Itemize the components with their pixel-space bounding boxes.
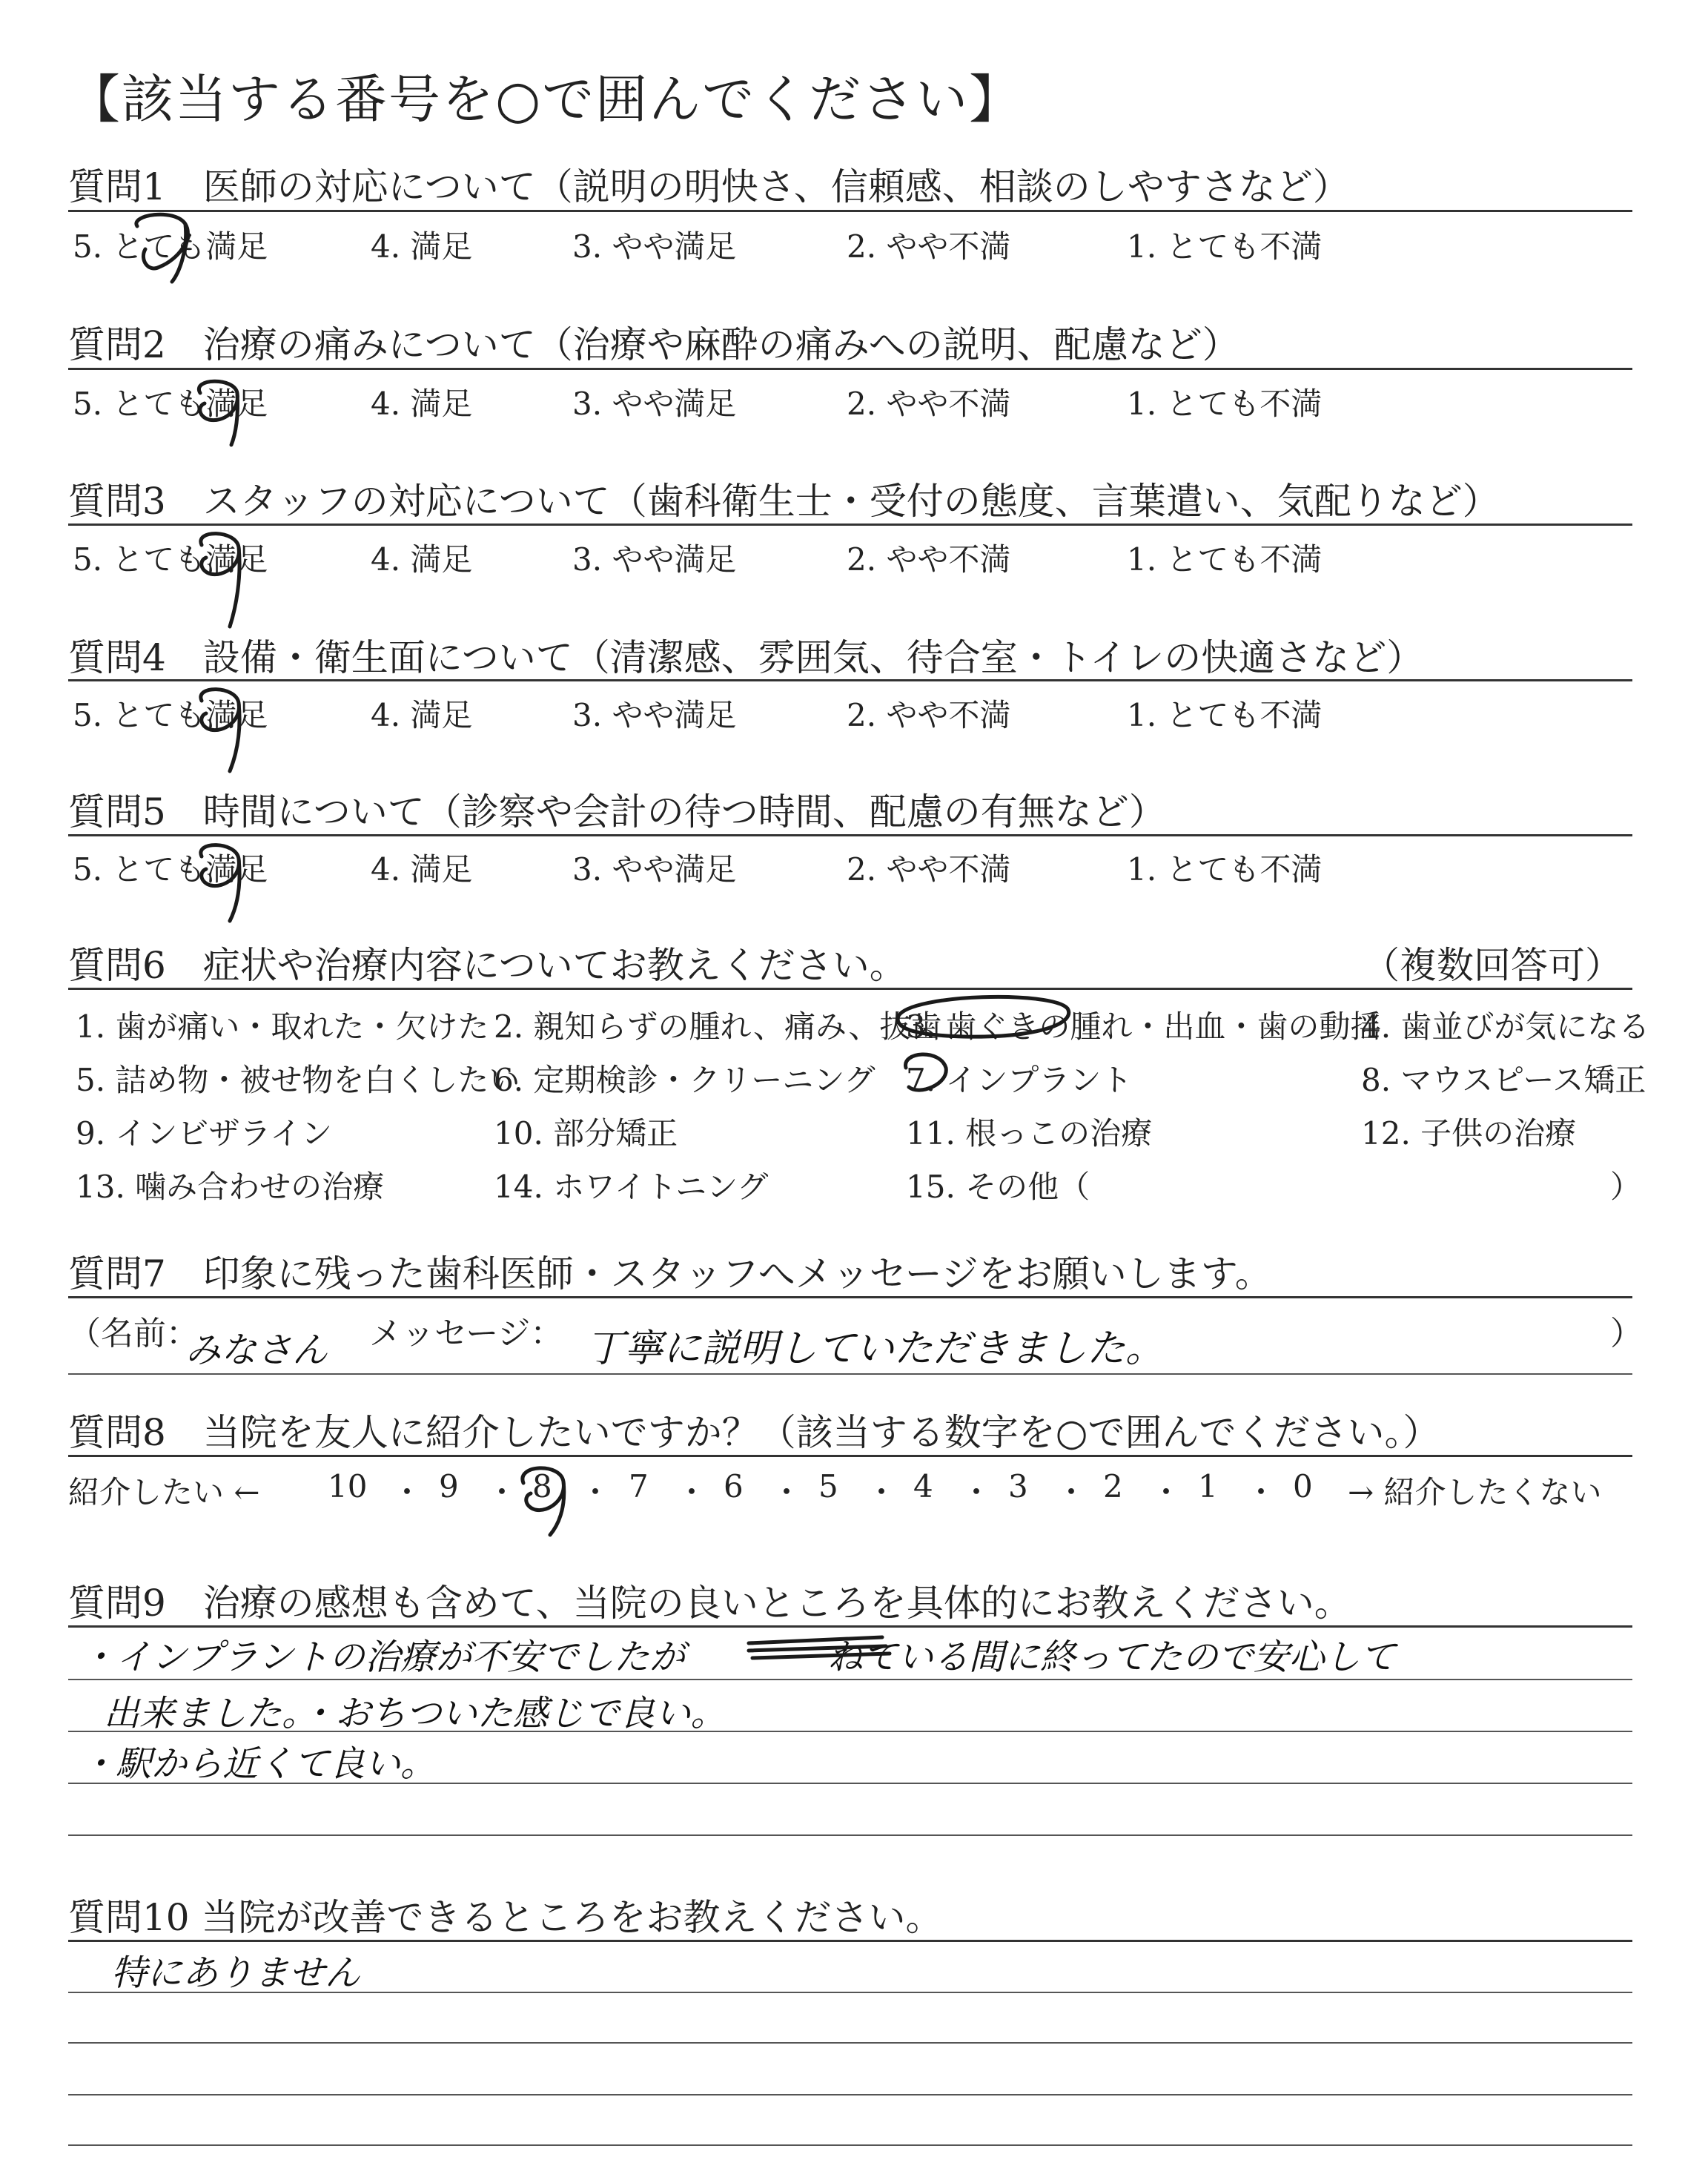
scale-dot: ・	[486, 1474, 518, 1510]
rating-option[interactable]: 2. やや不満	[847, 228, 1011, 265]
rating-option[interactable]: 3. やや満足	[572, 851, 737, 888]
symptom-7-circle-mark	[906, 1054, 947, 1090]
rating-option[interactable]: 4. 満足	[371, 851, 473, 888]
symptom-3-circle-mark	[898, 997, 1069, 1037]
scale-dot: ・	[1056, 1474, 1088, 1510]
symptom-option-4[interactable]: 4. 歯並びが気になる	[1361, 1008, 1650, 1045]
rating-option[interactable]: 2. やや不満	[847, 851, 1011, 888]
rating-option[interactable]: 4. 満足	[371, 697, 473, 733]
symptom-option-10[interactable]: 10. 部分矯正	[494, 1115, 678, 1152]
form-header: 【該当する番号を○で囲んでください】	[68, 69, 1023, 130]
symptom-option-1[interactable]: 1. 歯が痛い・取れた・欠けた	[76, 1008, 489, 1045]
q9-answer-line-1[interactable]: ・インプラントの治療が不安でしたが ねている間に終ってたので安心して	[80, 1636, 1396, 1678]
rating-option[interactable]: 1. とても不満	[1127, 541, 1323, 578]
question-2-title: 質問2 治療の痛みについて（治療や麻酔の痛みへの説明、配慮など）	[68, 323, 1239, 366]
message-close-paren: ）	[1610, 1315, 1643, 1353]
scale-dot: ・	[1245, 1474, 1277, 1510]
scale-dot: ・	[580, 1474, 612, 1510]
message-value[interactable]: 丁寧に説明していただきました。	[586, 1327, 1165, 1371]
symptom-option-6[interactable]: 6. 定期検診・クリーニング	[494, 1062, 875, 1098]
scale-10[interactable]: 10	[328, 1468, 368, 1505]
scale-dot: ・	[1151, 1474, 1182, 1510]
scale-9[interactable]: 9	[439, 1468, 459, 1505]
rating-option[interactable]: 3. やや満足	[572, 697, 737, 733]
symptom-option-14[interactable]: 14. ホワイトニング	[494, 1169, 769, 1205]
symptom-option-3[interactable]: 3. 歯ぐきの腫れ・出血・歯の動揺	[906, 1008, 1382, 1045]
scale-2[interactable]: 2	[1103, 1468, 1123, 1505]
question-6-title: 質問6 症状や治療内容についてお教えください。	[68, 944, 907, 987]
symptom-option-9[interactable]: 9. インビザライン	[76, 1115, 333, 1152]
rating-option[interactable]: 5. とても満足	[73, 541, 268, 578]
scale-3[interactable]: 3	[1008, 1468, 1028, 1505]
scale-dot: ・	[676, 1474, 708, 1510]
rating-option[interactable]: 5. とても満足	[73, 851, 268, 888]
question-3-title: 質問3 スタッフの対応について（歯科衛生士・受付の態度、言葉遣い、気配りなど）	[68, 480, 1500, 523]
recommend-left-label: 紹介したい ←	[68, 1474, 260, 1510]
q9-answer-line-3[interactable]: ・駅から近くて良い。	[80, 1743, 437, 1785]
question-6-note: （複数回答可）	[1363, 944, 1622, 987]
question-7-title: 質問7 印象に残った歯科医師・スタッフへメッセージをお願いします。	[68, 1252, 1272, 1295]
question-1-title: 質問1 医師の対応について（説明の明快さ、信頼感、相談のしやすさなど）	[68, 165, 1350, 208]
q9-answer-line-2[interactable]: 出来ました。・おちついた感じで良い。	[104, 1693, 726, 1734]
question-5-title: 質問5 時間について（診察や会計の待つ時間、配慮の有無など）	[68, 790, 1166, 833]
scale-6[interactable]: 6	[724, 1468, 744, 1505]
rating-option[interactable]: 3. やや満足	[572, 228, 737, 265]
scale-dot: ・	[771, 1474, 803, 1510]
q10-answer-line-1[interactable]: 特にありません	[111, 1952, 361, 1994]
question-4-title: 質問4 設備・衛生面について（清潔感、雰囲気、待合室・トイレの快適さなど）	[68, 636, 1424, 679]
scale-5[interactable]: 5	[818, 1468, 838, 1505]
rating-3-circle-mark	[201, 534, 239, 627]
symptom-option-13[interactable]: 13. 噛み合わせの治療	[76, 1169, 385, 1205]
rating-option[interactable]: 1. とても不満	[1127, 386, 1323, 422]
rating-option[interactable]: 3. やや満足	[572, 541, 737, 578]
rating-option[interactable]: 3. やや満足	[572, 386, 737, 422]
rating-option[interactable]: 2. やや不満	[847, 386, 1011, 422]
recommend-8-circle-mark	[523, 1468, 564, 1535]
rating-option[interactable]: 5. とても満足	[73, 386, 268, 422]
name-label: （名前：	[68, 1315, 199, 1353]
scale-dot: ・	[961, 1474, 993, 1510]
symptom-option-7[interactable]: 7. インプラント	[906, 1062, 1133, 1098]
question-8-title: 質問8 当院を友人に紹介したいですか？（該当する数字を○で囲んでください。）	[68, 1411, 1440, 1454]
scale-1[interactable]: 1	[1198, 1468, 1218, 1505]
rating-option[interactable]: 4. 満足	[371, 541, 473, 578]
rating-option[interactable]: 4. 満足	[371, 228, 473, 265]
question-9-title: 質問9 治療の感想も含めて、当院の良いところを具体的にお教えください。	[68, 1582, 1351, 1625]
symptom-option-15[interactable]: 15. その他（	[906, 1169, 1090, 1205]
scale-dot: ・	[866, 1474, 898, 1510]
rating-4-circle-mark	[201, 690, 239, 771]
symptom-option-5[interactable]: 5. 詰め物・被せ物を白くしたい	[76, 1062, 520, 1098]
rating-1-circle-mark	[136, 214, 188, 282]
symptom-option-8[interactable]: 8. マウスピース矯正	[1361, 1062, 1646, 1098]
rating-option[interactable]: 1. とても不満	[1127, 697, 1323, 733]
message-label: メッセージ：	[369, 1315, 563, 1353]
rating-5-circle-mark	[201, 845, 239, 921]
recommend-right-label: → 紹介したくない	[1348, 1474, 1602, 1510]
rating-option[interactable]: 1. とても不満	[1127, 851, 1323, 888]
scale-8[interactable]: 8	[532, 1468, 552, 1505]
scale-4[interactable]: 4	[913, 1468, 933, 1505]
rating-2-circle-mark	[199, 381, 237, 445]
rating-option[interactable]: 2. やや不満	[847, 541, 1011, 578]
rating-option[interactable]: 4. 満足	[371, 386, 473, 422]
name-value[interactable]: みなさん	[185, 1330, 328, 1371]
question-10-title: 質問10 当院が改善できるところをお教えください。	[68, 1896, 943, 1939]
scale-dot: ・	[391, 1474, 423, 1510]
rating-option[interactable]: 1. とても不満	[1127, 228, 1323, 265]
other-close-paren: ）	[1610, 1169, 1642, 1205]
rating-option[interactable]: 5. とても満足	[73, 228, 268, 265]
rating-option[interactable]: 2. やや不満	[847, 697, 1011, 733]
strikethrough-mark	[749, 1637, 890, 1658]
rating-option[interactable]: 5. とても満足	[73, 697, 268, 733]
scale-7[interactable]: 7	[629, 1468, 649, 1505]
scale-0[interactable]: 0	[1293, 1468, 1313, 1505]
symptom-option-11[interactable]: 11. 根っこの治療	[906, 1115, 1153, 1152]
symptom-option-2[interactable]: 2. 親知らずの腫れ、痛み、抜歯	[494, 1008, 942, 1045]
symptom-option-12[interactable]: 12. 子供の治療	[1361, 1115, 1577, 1152]
